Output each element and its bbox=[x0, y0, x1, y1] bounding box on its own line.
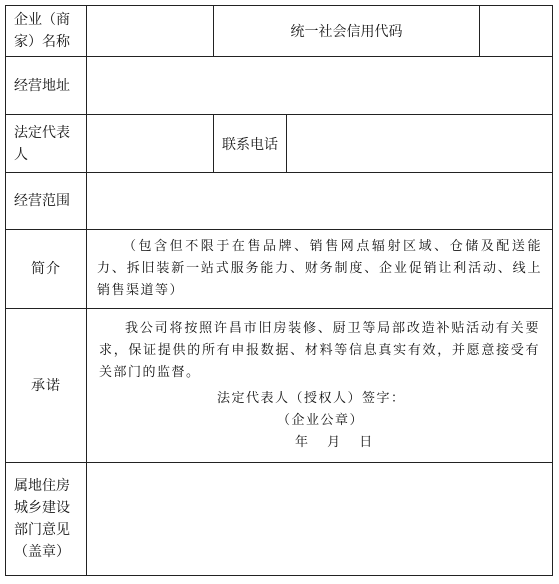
merchant-application-table bbox=[5, 5, 553, 576]
address-label: 经营地址 bbox=[6, 57, 87, 115]
intro-label: 简介 bbox=[6, 230, 87, 309]
row-scope bbox=[6, 173, 553, 230]
company-name-label: 企业（商家）名称 bbox=[6, 6, 87, 57]
phone-label: 联系电话 bbox=[214, 115, 287, 173]
row-promise bbox=[6, 309, 553, 463]
address-field[interactable] bbox=[87, 57, 553, 115]
promise-content bbox=[87, 309, 553, 463]
intro-text: （包含但不限于在售品牌、销售网点辐射区域、仓储及配送能力、拆旧装新一站式服务能力、财务制度、企业促销让利活动、线上销售渠道等） bbox=[97, 239, 542, 298]
credit-code-label: 统一社会信用代码 bbox=[214, 6, 480, 57]
scope-label: 经营范围 bbox=[6, 173, 87, 230]
intro-field[interactable] bbox=[87, 230, 553, 309]
row-opinion bbox=[6, 463, 553, 576]
row-legal-rep bbox=[6, 115, 553, 173]
company-name-field[interactable] bbox=[87, 6, 214, 57]
promise-signature-line: 法定代表人（授权人）签字： bbox=[217, 390, 406, 406]
promise-label: 承诺 bbox=[6, 309, 87, 463]
promise-seal-line: （企业公章） bbox=[277, 412, 365, 428]
row-address bbox=[6, 57, 553, 115]
phone-field[interactable] bbox=[287, 115, 553, 173]
credit-code-field[interactable] bbox=[480, 6, 553, 57]
scope-field[interactable] bbox=[87, 173, 553, 230]
row-intro bbox=[6, 230, 553, 309]
row-company-name bbox=[6, 6, 553, 57]
promise-date-line: 年 月 日 bbox=[295, 434, 374, 450]
opinion-field[interactable] bbox=[87, 463, 553, 576]
promise-text: 我公司将按照许昌市旧房装修、厨卫等局部改造补贴活动有关要求，保证提供的所有申报数据、材料等信息真实有效，并愿意接受有关部门的监督。 bbox=[99, 320, 540, 380]
opinion-label: 属地住房城乡建设部门意见（盖章） bbox=[6, 463, 87, 576]
legal-rep-field[interactable] bbox=[87, 115, 214, 173]
legal-rep-label: 法定代表人 bbox=[6, 115, 87, 173]
